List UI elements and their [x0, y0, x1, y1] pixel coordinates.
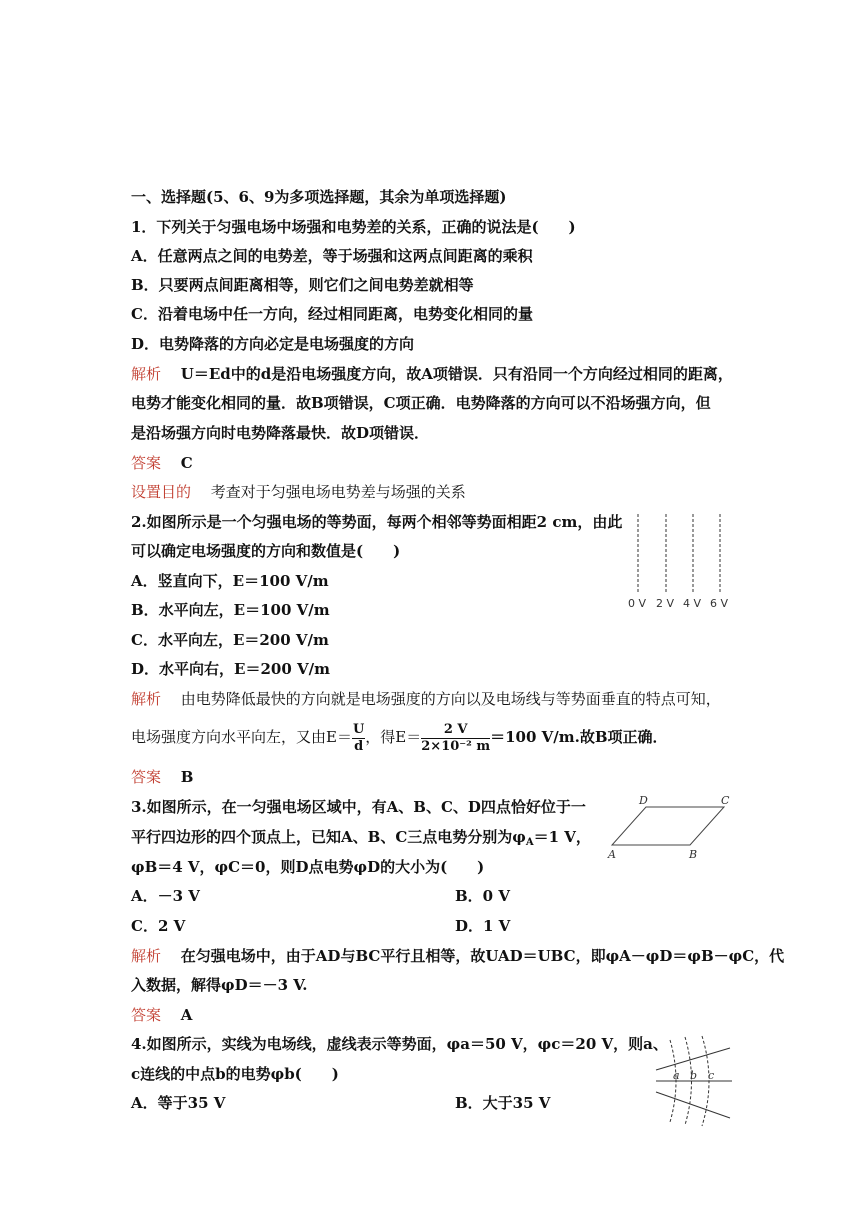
parallelogram	[612, 807, 724, 845]
q3-option-d: D．1 V	[455, 917, 511, 935]
label-a: a	[673, 1069, 680, 1082]
label-b: b	[690, 1069, 698, 1082]
q3-stem-line-2: 平行四边形的四个顶点上，已知A、B、C三点电势分别为$\varphi_A=1$ V，	[131, 828, 591, 848]
answer-label: 答案	[131, 454, 162, 472]
answer-label: 答案	[131, 768, 162, 786]
q3-analysis-line-1: 解析 在匀强电场中，由于AD与BC平行且相等，故UAD＝UBC，即φA－φD＝φB－φC，代	[131, 947, 785, 965]
label-2v: 2 V	[656, 597, 675, 610]
q3-stem-line-1: 3.如图所示，在一匀强电场区域中，有A、B、C、D四点恰好位于一	[131, 798, 586, 816]
q1-stem: 1．下列关于匀强电场中场强和电势差的关系，正确的说法是( )	[131, 218, 576, 236]
q1-purpose: 设置目的 考查对于匀强电场电势差与场强的关系	[131, 483, 466, 501]
label-c: C	[721, 794, 730, 807]
q3-analysis-line-2: 入数据，解得φD＝－3 V.	[131, 976, 308, 994]
q1-analysis-line-2: 电势才能变化相同的量．故B项错误，C项正确．电势降落的方向可以不沿场强方向，但	[131, 394, 711, 412]
label-4v: 4 V	[683, 597, 702, 610]
q3-option-c: C．2 V	[131, 917, 186, 935]
q4-option-b: B．大于35 V	[455, 1094, 551, 1112]
purpose-label: 设置目的	[131, 483, 192, 501]
q3-option-b: B．0 V	[455, 887, 510, 905]
q1-answer: 答案 C	[131, 454, 193, 472]
q1-option-a: A．任意两点之间的电势差，等于场强和这两点间距离的乘积	[131, 247, 533, 265]
field-line-top	[656, 1048, 730, 1070]
q2-analysis-line-1: 解析 由电势降低最快的方向就是电场强度的方向以及电场线与等势面垂直的特点可知，	[131, 690, 721, 708]
q3-option-a: A．－3 V	[131, 887, 200, 905]
label-0v: 0 V	[628, 597, 647, 610]
q2-option-a: A．竖直向下，E＝100 V/m	[131, 572, 329, 590]
analysis-label: 解析	[131, 690, 162, 708]
label-c: c	[708, 1069, 715, 1082]
q2-option-b: B．水平向左，E＝100 V/m	[131, 601, 330, 619]
q2-analysis-line-2: 电场强度方向水平向左，又由E＝ $\frac{U}{d}$ ，得E＝ $\frac{2 V}{\text{2×10⁻² m}}$ ＝100 V/m.故B项正确．	[131, 721, 668, 754]
section-title: 一、选择题(5、6、9为多项选择题，其余为单项选择题)	[131, 188, 507, 206]
q2-option-d: D．水平向右，E＝200 V/m	[131, 660, 330, 678]
answer-label: 答案	[131, 1006, 162, 1024]
q3-answer: 答案 A	[131, 1006, 193, 1024]
label-a: A	[608, 848, 616, 861]
q4-stem-line-1: 4.如图所示，实线为电场线，虚线表示等势面，φa＝50 V，φc＝20 V，则a、	[131, 1035, 668, 1053]
q1-option-d: D．电势降落的方向必定是电场强度的方向	[131, 335, 415, 353]
analysis-label: 解析	[131, 947, 162, 965]
q3-stem-line-3: φB＝4 V，φC＝0，则D点电势φD的大小为( )	[131, 858, 485, 876]
fraction-u-over-d: $\frac{U}{d}$	[352, 721, 365, 754]
q1-analysis-line-3: 是沿场强方向时电势降落最快．故D项错误．	[131, 424, 430, 442]
q2-stem-line-1: 2.如图所示是一个匀强电场的等势面，每两个相邻等势面相距2 cm，由此	[131, 513, 623, 531]
label-b: B	[689, 848, 698, 861]
q2-answer: 答案 B	[131, 768, 194, 786]
q2-equipotential-figure	[620, 510, 740, 615]
q4-stem-line-2: c连线的中点b的电势φb( )	[131, 1065, 339, 1083]
analysis-label: 解析	[131, 365, 162, 383]
field-line-bottom	[656, 1092, 730, 1118]
q2-option-c: C．水平向左，E＝200 V/m	[131, 631, 329, 649]
q2-stem-line-2: 可以确定电场强度的方向和数值是( )	[131, 542, 401, 560]
q4-option-a: A．等于35 V	[131, 1094, 226, 1112]
q1-option-b: B．只要两点间距离相等，则它们之间电势差就相等	[131, 276, 474, 294]
q1-analysis: 解析 U＝Ed中的d是沿电场强度方向，故A项错误．只有沿同一个方向经过相同的距离，	[131, 365, 733, 383]
label-d: D	[639, 794, 648, 807]
q3-parallelogram-figure	[600, 792, 740, 862]
q4-field-lines-figure	[650, 1032, 740, 1127]
label-6v: 6 V	[710, 597, 729, 610]
q1-option-c: C．沿着电场中任一方向，经过相同距离，电势变化相同的量	[131, 305, 533, 323]
fraction-2v-over-distance: $\frac{2 V}{\text{2×10⁻² m}}$	[421, 721, 491, 754]
